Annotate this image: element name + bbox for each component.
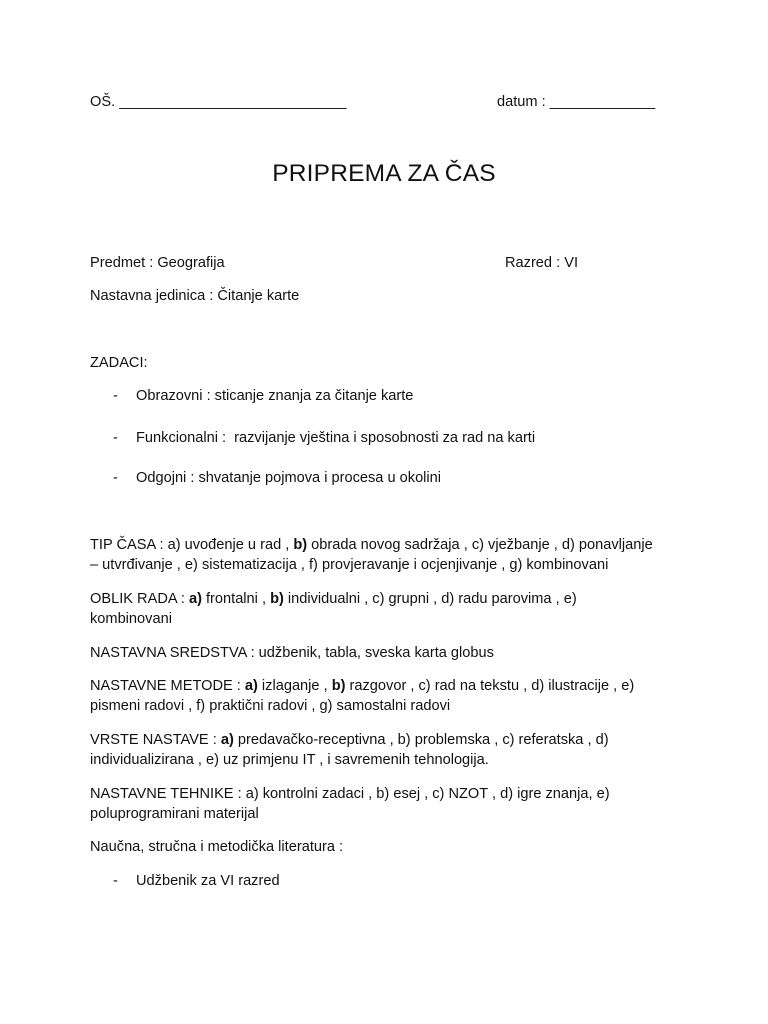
teaching-types-bold-option: a) <box>220 732 234 748</box>
school-label: OŠ. <box>90 94 116 110</box>
lesson-type-line-2: – utvrđivanje , e) sistematizacija , f) provjeravanje i ocjenjivanje , g) kombinovani <box>90 557 609 573</box>
methods-text: razgovor , c) rad na tekstu , d) ilustracije , e) <box>345 678 635 694</box>
date-field <box>497 92 655 112</box>
teaching-aids-line: NASTAVNA SREDSTVA : udžbenik, tabla, sveska karta globus <box>90 645 494 661</box>
methods-line-1 <box>90 676 634 696</box>
teaching-types-text: VRSTE NASTAVE : <box>90 732 221 748</box>
date-label: datum : <box>497 94 546 110</box>
date-blank: _____________ <box>549 94 656 110</box>
teaching-types-line-2: individualizirana , e) uz primjenu IT , i savremenih tehnologija. <box>90 752 489 768</box>
work-form-text: frontalni , <box>201 591 271 607</box>
methods-bold-option: b) <box>331 678 346 694</box>
lesson-type-line-1 <box>90 535 653 555</box>
techniques-line-2: poluprogramirani materijal <box>90 806 259 822</box>
school-field <box>90 92 346 112</box>
page-title: PRIPREMA ZA ČAS <box>272 160 496 187</box>
work-form-text: OBLIK RADA : <box>90 591 189 607</box>
school-blank: ____________________________ <box>119 94 347 110</box>
task-item-text: Funkcionalni : razvijanje vještina i sposobnosti za rad na karti <box>136 430 536 446</box>
techniques-line-1: NASTAVNE TEHNIKE : a) kontrolni zadaci , b) esej , c) NZOT , d) igre znanja, e) <box>90 786 610 802</box>
task-item-text: Obrazovni : sticanje znanja za čitanje karte <box>136 388 414 404</box>
grade-line: Razred : VI <box>505 255 578 271</box>
methods-bold-option: a) <box>244 678 258 694</box>
bullet-dash: - <box>113 388 118 404</box>
teaching-types-line-1 <box>90 730 609 750</box>
lesson-type-text: obrada novog sadržaja , c) vježbanje , d) ponavljanje <box>307 537 653 553</box>
methods-line-2: pismeni radovi , f) praktični radovi , g) samostalni radovi <box>90 698 451 714</box>
bullet-dash: - <box>113 430 118 446</box>
work-form-line-2: kombinovani <box>90 611 172 627</box>
methods-text: izlaganje , <box>257 678 332 694</box>
subject-line: Predmet : Geografija <box>90 255 225 271</box>
bullet-dash: - <box>113 873 118 889</box>
work-form-line-1 <box>90 589 577 609</box>
work-form-bold-option: a) <box>188 591 202 607</box>
teaching-types-text: predavačko-receptivna , b) problemska , c) referatska , d) <box>233 732 609 748</box>
work-form-text: individualni , c) grupni , d) radu parovima , e) <box>283 591 577 607</box>
literature-heading: Naučna, stručna i metodička literatura : <box>90 839 344 855</box>
methods-text: NASTAVNE METODE : <box>90 678 245 694</box>
literature-item-text: Udžbenik za VI razred <box>136 873 280 889</box>
lesson-type-text: TIP ČASA : a) uvođenje u rad , <box>90 537 294 553</box>
tasks-heading: ZADACI: <box>90 355 148 371</box>
work-form-bold-option: b) <box>270 591 284 607</box>
lesson-type-bold-option: b) <box>293 537 308 553</box>
task-item-text: Odgojni : shvatanje pojmova i procesa u okolini <box>136 470 442 486</box>
unit-line: Nastavna jedinica : Čitanje karte <box>90 288 300 304</box>
bullet-dash: - <box>113 470 118 486</box>
